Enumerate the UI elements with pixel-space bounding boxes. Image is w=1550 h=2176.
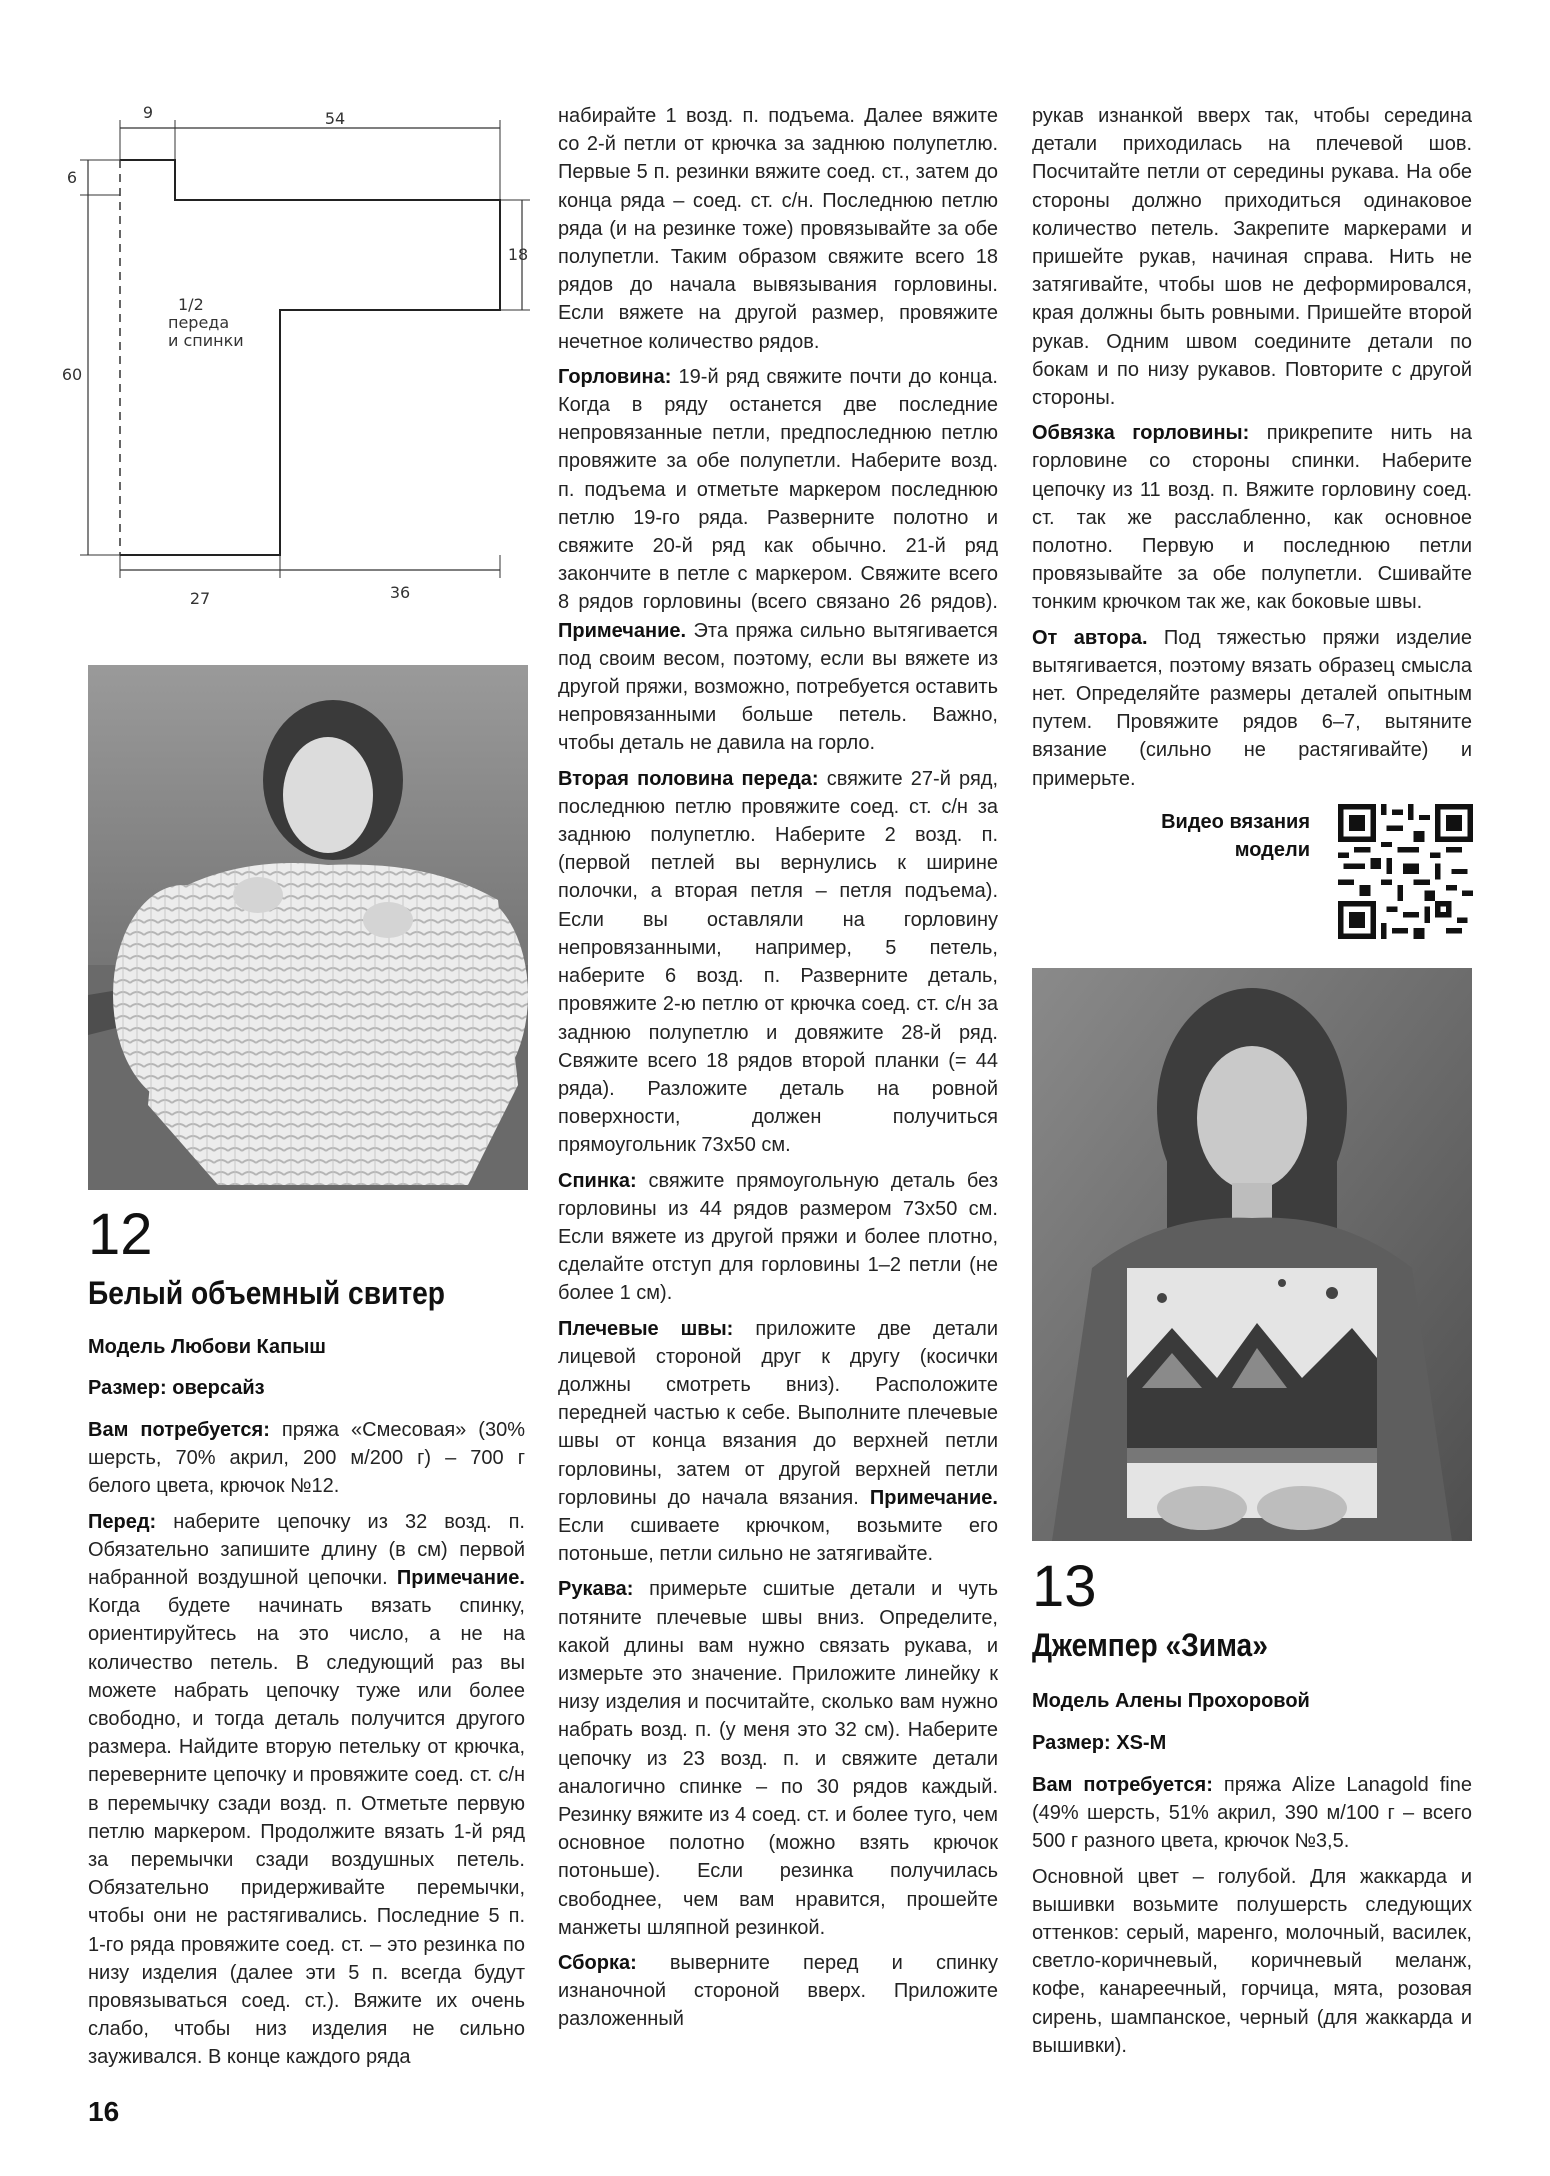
photo-white-sweater xyxy=(88,665,528,1190)
paragraph-assembly: Сборка: выверните перед и спинку изнаночной стороной вверх. Приложите разложенный xyxy=(558,1952,998,2031)
page-number: 16 xyxy=(88,2096,120,2127)
dim-top-54: 54 xyxy=(324,109,346,128)
dim-left-6: 6 xyxy=(66,168,78,187)
model-13-title: Джемпер «Зима» xyxy=(1032,1627,1268,1663)
column-b xyxy=(558,102,998,2041)
paragraph-second-half: Вторая половина переда: свяжите 27-й ряд, последнюю петлю провяжите соед. ст. с/н за заднюю полупетлю. Наберите 2 возд. п. (первой петлей вы вернулись к ширине полочки, а вторая петля – петля подъема). Если вы оставляли на горловину непровязанными, например, 5 петель, наберите 6 возд. п. Разверните деталь, провяжите 2-ю петлю от крючка соед. ст. с/н за заднюю полупетлю и довяжите 28-й ряд. Свяжите всего 18 рядов второй планки (= 44 ряда). Разложите деталь на ровной поверхности, должен получиться прямоугольник 73х50 см. xyxy=(558,767,998,1157)
diagram-svg xyxy=(60,100,530,620)
paragraph-neckline: Горловина: 19-й ряд свяжите почти до конца. Когда в ряду останется две последние непровязанные петли, предпоследнюю петлю провяжите за обе полупетли. Наберите возд. п. подъема и отметьте маркером последнюю петлю 19-го ряда. Разверните полотно и свяжите 20-й ряд как обычно. 21-й ряд закончите в петле с маркером. Свяжите всего 8 рядов горловины (всего связано 26 рядов). Примечание. Эта пряжа сильно вытягивается под своим весом, поэтому, если вы вяжете из другой пряжи, возможно, потребуется оставить непровязанными больше петель. Важно, чтобы деталь не давила на горло. xyxy=(558,365,998,755)
paragraph-colors-13: Основной цвет – голубой. Для жаккарда и вышивки возьмите полушерсть следующих оттенков: серый, маренго, молочный, василек, светло-коричневый, коричневый меланж, кофе, канареечный, горчица, мята, розовая сирень, шампанское, черный (для жаккарда и вышивки). xyxy=(1032,1865,1472,2057)
dim-bottom-27: 27 xyxy=(189,589,211,608)
diagram-label-back: и спинки xyxy=(168,331,244,350)
model-13-author: Модель Алены Прохоровой xyxy=(1032,1690,1310,1712)
column-a xyxy=(88,1416,525,2079)
column-c xyxy=(1032,102,1472,800)
paragraph-author-note: От автора. Под тяжестью пряжи изделие вытягивается, поэтому вязать образец смысла нет. Определяйте размеры деталей опытным путем. Провяжите рядов 6–7, вытяните вязание (сильно не растягивайте) и примерьте. xyxy=(1032,626,1472,790)
model-12-author: Модель Любови Капыш xyxy=(88,1336,326,1358)
dim-right-18: 18 xyxy=(507,245,529,264)
paragraph-neck-trim: Обвязка горловины: прикрепите нить на горловине со стороны спинки. Наберите цепочку из 11 возд. п. Вяжите горловину соед. ст. так же расслабленно, как основное полотно. Первую и последнюю петли провязывайте за обе полупетли. Сшивайте тонким крючком так же, как боковые швы. xyxy=(1032,422,1472,614)
paragraph-shoulders: Плечевые швы: приложите две детали лицевой стороной друг к другу (косички должны смотреть вниз). Расположите передней частью к себе. Выполните плечевые швы от конца вязания до верхней петли горловины, затем от другой верхней петли горловины до начала вязания. Примечание. Если сшиваете крючком, возьмите его потоньше, петли сильно не затягивайте. xyxy=(558,1317,999,1566)
paragraph-c-0: рукав изнанкой вверх так, чтобы середина детали приходилась на плечевой шов. Посчитайте петли от середины рукава. На обе стороны должно приходиться одинаковое количество петель. Закрепите маркерами и пришейте рукав, начиная справа. Нить не затягивайте, чтобы шов не деформировался, края должны быть ровными. Пришейте второй рукав. Одним швом соедините детали по бокам и по низу рукавов. Повторите с другой стороны. xyxy=(1032,105,1472,410)
model-12-number: 12 xyxy=(88,1202,153,1267)
diagram-label-half: 1/2 xyxy=(178,295,204,314)
pattern-diagram xyxy=(60,100,530,620)
model-13-number: 13 xyxy=(1032,1554,1097,1619)
video-label: Видео вязания модели xyxy=(1161,811,1310,861)
paragraph-back: Спинка: свяжите прямоугольную деталь без горловины из 44 рядов размером 73х50 см. Если вяжете из другой пряжи и более плотно, сделайте отступ для горловины 1–2 петли (не более 1 см). xyxy=(558,1169,998,1305)
diagram-label-front: переда xyxy=(168,313,230,332)
paragraph-sleeves: Рукава: примерьте сшитые детали и чуть потяните плечевые швы вниз. Определите, какой длины вам нужно связать рукава, и измерьте это значение. Приложите линейку к низу изделия и посчитайте, сколько вам нужно набрать возд. п. (у меня это 32 см). Наберите цепочку из 23 возд. п. и свяжите детали аналогично спинке – по 30 рядов каждый. Резинку вяжите из 4 соед. ст. и более туго, чем основное полотно (можно взять крючок потоньше). Если резинка получилась свободнее, чем вам нравится, прошейте манжеты шляпной резинкой. xyxy=(558,1578,998,1939)
column-c-model13 xyxy=(1032,1771,1472,2067)
paragraph-front-12: Перед: наберите цепочку из 32 возд. п. Обязательно запишите длину (в см) первой набранной воздушной цепочки. Примечание. Когда будете начинать вязать спинку, ориентируйтесь на это число, а не на количество петель. В следующий раз вы можете набрать цепочку туже или более свободно, и тогда деталь получится другого размера. Найдите вторую петельку от крючка, переверните цепочку и провяжите соед. ст. с/н в перемычку сзади возд. п. Отметьте первую петлю маркером. Продолжите вязать 1-й ряд за перемычки сзади воздушных петель. Обязательно придерживайте перемычки, чтобы они не растягивались. Последние 5 п. 1-го ряда провяжите соед. ст. – это резинка по низу изделия (далее эти 5 п. всегда будут провязываться соед. ст.). Вяжите их очень слабо, чтобы низ изделия не сильно зауживался. В конце каждого ряда xyxy=(88,1510,525,2069)
model-12-title: Белый объемный свитер xyxy=(88,1275,445,1311)
model-12-size: Размер: оверсайз xyxy=(88,1377,265,1399)
qr-code[interactable] xyxy=(1338,804,1473,939)
model-13-size: Размер: XS-M xyxy=(1032,1732,1167,1754)
paragraph-materials-13: Вам потребуется: пряжа Alize Lanagold fine (49% шерсть, 51% акрил, 390 м/100 г – всего 500 г разного цвета, крючок №3,5. xyxy=(1032,1774,1472,1853)
dim-top-9: 9 xyxy=(142,103,154,122)
dim-bottom-36: 36 xyxy=(389,583,411,602)
paragraph-materials-12: Вам потребуется: пряжа «Смесовая» (30% шерсть, 70% акрил, 200 м/200 г) – 700 г белого цвета, крючок №12. xyxy=(88,1419,525,1498)
photo-winter-jumper xyxy=(1032,968,1472,1541)
paragraph-b-0: набирайте 1 возд. п. подъема. Далее вяжите со 2-й петли от крючка за заднюю полупетлю. Первые 5 п. резинки вяжите соед. ст., затем до конца ряда – соед. ст. с/н. Последнюю петлю ряда (и на резинке тоже) провязывайте за обе полупетли. Таким образом свяжите всего 18 рядов до начала вывязывания горловины. Если вяжете на другой размер, провяжите нечетное количество рядов. xyxy=(558,105,998,353)
dim-left-60: 60 xyxy=(61,365,83,384)
